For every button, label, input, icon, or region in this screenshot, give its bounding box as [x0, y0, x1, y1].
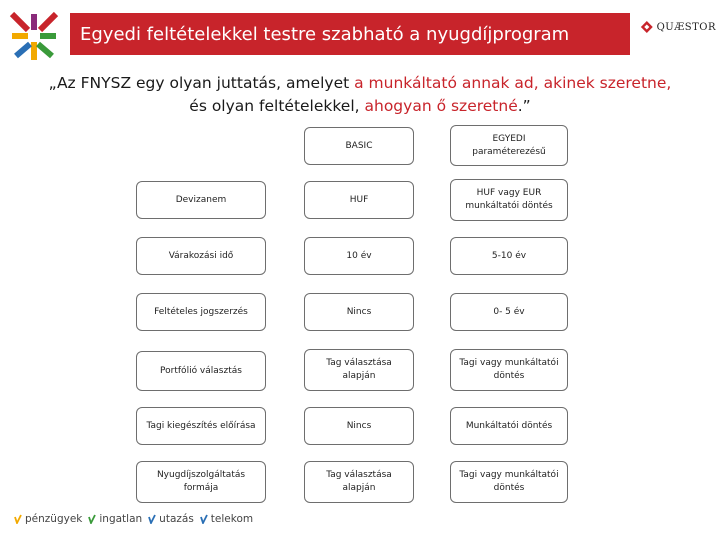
check-mark-icon: [200, 514, 208, 524]
row-label: Portfólió választás: [136, 351, 266, 391]
quote-part-3: és olyan feltételekkel,: [189, 97, 365, 115]
cell-custom: Tagi vagy munkáltatói döntés: [450, 461, 568, 503]
cell-custom: HUF vagy EUR munkáltatói döntés: [450, 179, 568, 221]
footer-item: telekom: [210, 513, 254, 525]
diamond-logo-icon: [640, 19, 654, 35]
cell-basic: HUF: [304, 181, 414, 219]
cell-custom: Tagi vagy munkáltatói döntés: [450, 349, 568, 391]
footer-item: pénzügyek: [25, 513, 83, 525]
cell-basic: 10 év: [304, 237, 414, 275]
arrow-star-logo-icon: [6, 8, 62, 64]
quote-highlight-2: ahogyan ő szeretné: [364, 97, 518, 115]
brand-name: QUÆSTOR: [656, 21, 716, 33]
cell-basic: Tag választása alapján: [304, 349, 414, 391]
quote-part-5: .”: [517, 97, 531, 115]
check-mark-icon: [14, 514, 22, 524]
cell-custom: 5-10 év: [450, 237, 568, 275]
column-header-basic: BASIC: [304, 127, 414, 165]
column-header-custom: EGYEDI paraméterezésű: [450, 125, 568, 166]
cell-custom: 0- 5 év: [450, 293, 568, 331]
footer-brand-strip: [8, 508, 253, 530]
row-label: Tagi kiegészítés előírása: [136, 407, 266, 445]
cell-basic: Nincs: [304, 407, 414, 445]
row-label: Nyugdíjszolgáltatás formája: [136, 461, 266, 503]
page-title: Egyedi feltételekkel testre szabható a nyugdíjprogram: [80, 23, 570, 45]
cell-basic: Tag választása alapján: [304, 461, 414, 503]
quote-part-1: „Az FNYSZ egy olyan juttatás, amelyet: [48, 74, 355, 92]
footer-item: ingatlan: [99, 513, 143, 525]
page-title-bar: [70, 13, 630, 55]
brand-logo: [640, 16, 716, 38]
quote-highlight-1: a munkáltató annak ad, akinek szeretne,: [354, 74, 672, 92]
check-mark-icon: [88, 514, 96, 524]
footer-item: utazás: [159, 513, 194, 525]
cell-basic: Nincs: [304, 293, 414, 331]
row-label: Feltételes jogszerzés: [136, 293, 266, 331]
quote-text: [40, 72, 680, 118]
row-label: Devizanem: [136, 181, 266, 219]
row-label: Várakozási idő: [136, 237, 266, 275]
cell-custom: Munkáltatói döntés: [450, 407, 568, 445]
check-mark-icon: [148, 514, 156, 524]
